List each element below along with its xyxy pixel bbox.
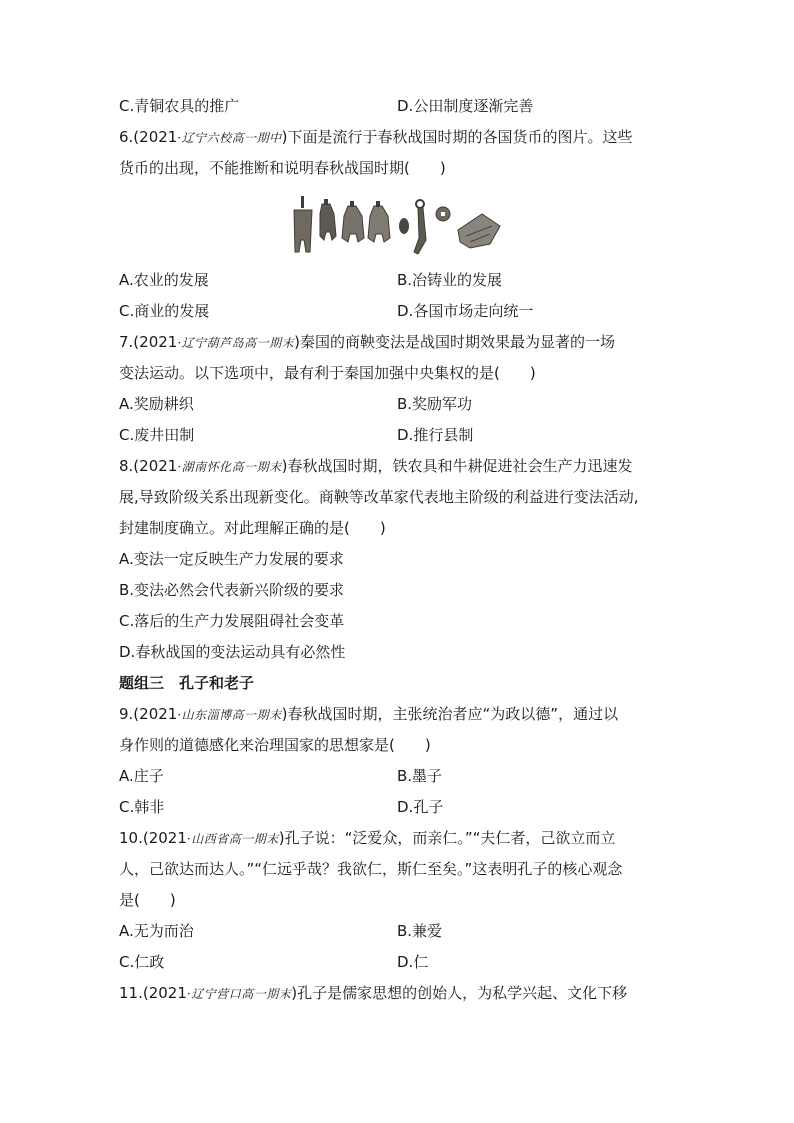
q10-stem-line-1 (119, 828, 615, 849)
q7-number: 7.(2021 (119, 333, 178, 351)
q9-option-c: C.韩非 (119, 798, 165, 816)
q9-stem-line-1 (119, 704, 618, 725)
ant-nose-coin-icon (399, 218, 409, 234)
q10-number: 10.(2021 (119, 829, 187, 847)
spade-coin-icon (320, 199, 336, 240)
q10-stem-line-2: 人，己欲达而达人。”“仁远乎哉？我欲仁，斯仁至矣。”这表明孔子的核心观念 (119, 860, 623, 878)
q10-option-d: D.仁 (397, 953, 429, 971)
q6-source: ·辽宁六校高一期中 (177, 131, 282, 145)
q5-option-d: D.公田制度逐渐完善 (397, 97, 534, 115)
q6-stem-line-2: 货币的出现，不能推断和说明春秋战国时期( ) (119, 159, 446, 177)
q8-option-d: D.春秋战国的变法运动具有必然性 (119, 643, 346, 661)
q5-option-c: C.青铜农具的推广 (119, 97, 240, 115)
q9-option-a: A.庄子 (119, 767, 164, 785)
q6-option-c: C.商业的发展 (119, 302, 210, 320)
q8-option-c: C.落后的生产力发展阻碍社会变革 (119, 612, 345, 630)
q10-stem-text: )孔子说：“泛爱众，而亲仁。”“夫仁者，己欲立而立 (278, 829, 616, 847)
q10-option-c: C.仁政 (119, 953, 165, 971)
q7-option-d: D.推行县制 (397, 426, 474, 444)
q7-source: ·辽宁葫芦岛高一期末 (177, 336, 295, 350)
q8-number: 8.(2021 (119, 457, 178, 475)
spade-coin-icon (368, 201, 390, 242)
group-heading: 题组三 孔子和老子 (119, 674, 255, 692)
q9-number: 9.(2021 (119, 705, 178, 723)
q9-option-d: D.孔子 (397, 798, 444, 816)
knife-coin-icon (414, 200, 426, 254)
q9-stem-text: )春秋战国时期，主张统治者应“为政以德”，通过以 (281, 705, 619, 723)
round-coin-icon (436, 207, 450, 221)
q6-number: 6.(2021 (119, 128, 178, 146)
q7-stem-line-1 (119, 332, 615, 353)
q10-option-b: B.兼爱 (397, 922, 443, 940)
q8-stem-line-3: 封建制度确立。对此理解正确的是( ) (119, 519, 386, 537)
q7-stem-text: )秦国的商鞅变法是战国时期效果最为显著的一场 (294, 333, 616, 351)
q11-number: 11.(2021 (119, 984, 187, 1002)
q6-stem-text: )下面是流行于春秋战国时期的各国货币的图片。这些 (281, 128, 633, 146)
q10-option-a: A.无为而治 (119, 922, 194, 940)
q11-stem-text: )孔子是儒家思想的创始人，为私学兴起、文化下移 (291, 984, 628, 1002)
q10-stem-line-3: 是( ) (119, 891, 176, 909)
spade-coin-icon (294, 196, 312, 252)
q6-option-d: D.各国市场走向统一 (397, 302, 534, 320)
q8-stem-line-2: 展,导致阶级关系出现新变化。商鞅等改革家代表地主阶级的利益进行变法活动, (119, 488, 639, 506)
q11-stem-line-1 (119, 983, 627, 1004)
q8-source: ·湖南怀化高一期末 (177, 460, 282, 474)
q8-stem-line-1 (119, 456, 633, 477)
q8-option-b: B.变法必然会代表新兴阶级的要求 (119, 581, 345, 599)
q7-option-a: A.奖励耕织 (119, 395, 194, 413)
q6-option-b: B.冶铸业的发展 (397, 271, 503, 289)
q9-source: ·山东淄博高一期末 (177, 708, 282, 722)
q7-stem-line-2: 变法运动。以下选项中，最有利于秦国加强中央集权的是( ) (119, 364, 536, 382)
q11-source: ·辽宁营口高一期末 (186, 987, 292, 1001)
ancient-coins-image (292, 196, 504, 258)
q7-option-c: C.废井田制 (119, 426, 195, 444)
q9-option-b: B.墨子 (397, 767, 443, 785)
q6-stem-line-1 (119, 127, 633, 148)
q8-option-a: A.变法一定反映生产力发展的要求 (119, 550, 344, 568)
q9-stem-line-2: 身作则的道德感化来治理国家的思想家是( ) (119, 736, 431, 754)
q8-stem-text: )春秋战国时期，铁农具和牛耕促进社会生产力迅速发 (281, 457, 633, 475)
q6-option-a: A.农业的发展 (119, 271, 209, 289)
spade-coin-icon (342, 201, 364, 242)
q7-option-b: B.奖励军功 (397, 395, 473, 413)
q10-source: ·山西省高一期末 (186, 832, 279, 846)
